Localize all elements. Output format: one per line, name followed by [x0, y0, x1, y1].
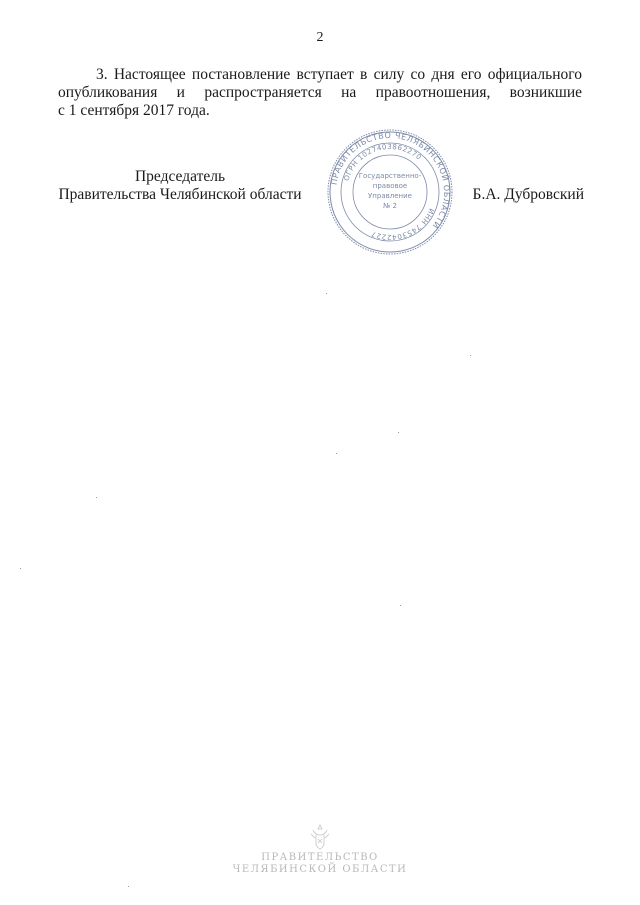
signatory-organization: Правительства Челябинской области [58, 186, 302, 203]
seal-icon [326, 128, 454, 256]
seal-center-line-1: Государственно- [358, 172, 422, 180]
watermark-line-1: ПРАВИТЕЛЬСТВО [261, 852, 379, 863]
paragraph-line-2: опубликования и распространяется на правоотношения, возникшие [58, 84, 582, 101]
scan-speck [96, 497, 97, 498]
paragraph-line-3: с 1 сентября 2017 года. [58, 102, 210, 119]
scan-speck [400, 605, 401, 606]
scan-speck [20, 568, 21, 569]
scan-speck [128, 886, 129, 887]
watermark [0, 822, 640, 876]
scan-speck [470, 355, 471, 356]
seal-center-line-2: правовое [372, 182, 408, 190]
watermark-line-2: ЧЕЛЯБИНСКОЙ ОБЛАСТИ [232, 864, 408, 875]
scan-speck [326, 293, 327, 294]
seal-outer-text: ПРАВИТЕЛЬСТВО ЧЕЛЯБИНСКОЙ ОБЛАСТИ [329, 130, 452, 231]
resolution-paragraph [58, 66, 582, 120]
official-seal [326, 128, 454, 256]
signatory-position [55, 168, 305, 204]
signer-name: Б.А. Дубровский [472, 186, 584, 203]
svg-text:ИНН 7453042227 [370, 207, 436, 241]
coat-of-arms-icon [305, 822, 335, 852]
seal-center-line-4: № 2 [383, 202, 397, 210]
seal-ogrn-text: ОГРН 1027403862270 [342, 142, 423, 182]
page-number: 2 [316, 30, 324, 45]
seal-center-line-3: Управление [368, 192, 412, 200]
signatory-title: Председатель [134, 168, 226, 185]
scan-speck [398, 432, 399, 433]
scan-speck [336, 453, 337, 454]
seal-inn-text: ИНН 7453042227 [369, 206, 436, 242]
paragraph-line-1: 3. Настоящее постановление вступает в силу со дня его официального [96, 66, 582, 83]
